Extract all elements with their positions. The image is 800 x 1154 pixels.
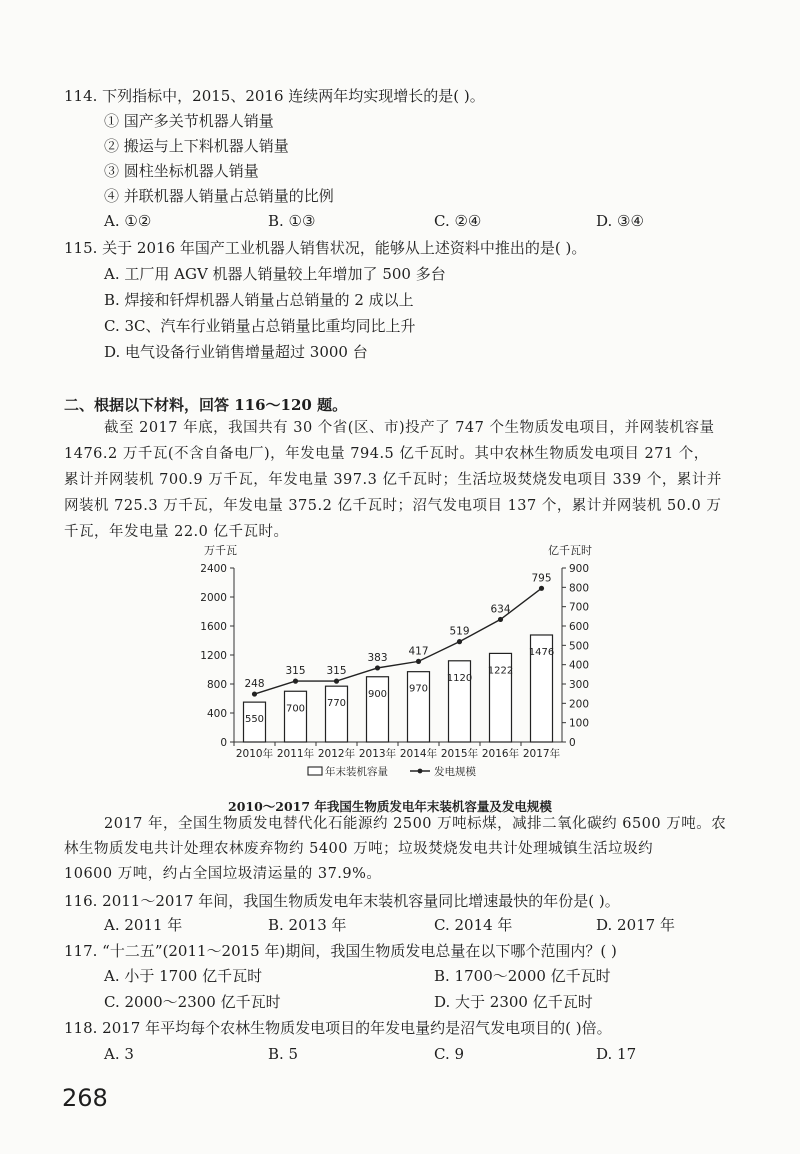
right-tick-label: 200 (569, 698, 590, 711)
left-tick-label: 0 (220, 737, 227, 749)
right-tick-label: 300 (569, 679, 590, 691)
x-tick-label: 2014年 (399, 748, 438, 760)
line-point (252, 691, 257, 696)
right-tick-label: 500 (569, 640, 590, 653)
left-tick-label: 2000 (200, 592, 227, 604)
material-paragraph-line: 2017 年，全国生物质发电替代化石能源约 2500 万吨标煤，减排二氧化碳约 6500 万吨。农 (104, 816, 727, 832)
material-paragraph-line: 10600 万吨，约占全国垃圾清运量的 37.9%。 (64, 866, 382, 882)
question-117-stem: 117. “十二五”(2011～2015 年)期间，我国生物质发电总量在以下哪个范围内？( ) (64, 942, 617, 960)
legend-bar-label: 年末装机容量 (325, 766, 388, 778)
question-115-stem: 115. 关于 2016 年国产工业机器人销售状况，能够从上述资料中推出的是( )。 (64, 239, 587, 257)
left-axis-label: 万千瓦 (204, 544, 237, 557)
bar-value-label: 1120 (446, 672, 473, 684)
right-tick-label: 900 (569, 563, 590, 575)
line-value-label: 315 (285, 665, 306, 678)
line-value-label: 795 (531, 572, 552, 585)
question-115-option-b: B. 焊接和钎焊机器人销量占总销量的 2 成以上 (104, 291, 414, 309)
right-tick-label: 800 (569, 582, 590, 595)
line-point (498, 617, 503, 622)
right-axis-label: 亿千瓦时 (548, 544, 592, 557)
question-117-option-b: B. 1700～2000 亿千瓦时 (434, 967, 611, 985)
bar-value-label: 1222 (487, 665, 514, 677)
question-118-stem: 118. 2017 年平均每个农林生物质发电项目的年发电量约是沼气发电项目的( )倍。 (64, 1019, 612, 1037)
question-115-option-c: C. 3C、汽车行业销量占总销量比重均同比上升 (104, 317, 416, 335)
question-114-option-a: A. ①② (104, 212, 152, 230)
left-tick-label: 400 (206, 708, 227, 720)
question-116-option-d: D. 2017 年 (596, 916, 675, 934)
x-tick-label: 2015年 (440, 748, 479, 760)
line-value-label: 383 (367, 651, 388, 664)
line-point (293, 679, 298, 684)
question-114-stem: 114. 下列指标中，2015、2016 连续两年均实现增长的是( )。 (64, 87, 485, 105)
left-tick-label: 1200 (200, 650, 227, 662)
right-tick-label: 100 (569, 717, 590, 730)
right-tick-label: 400 (569, 659, 590, 672)
right-tick-label: 0 (569, 737, 576, 749)
page-number: 268 (62, 1084, 108, 1112)
bar (367, 677, 389, 742)
line-value-label: 417 (408, 645, 429, 658)
bar (408, 672, 430, 742)
question-118-option-d: D. 17 (596, 1045, 637, 1063)
question-116-option-a: A. 2011 年 (104, 916, 183, 934)
line-value-label: 315 (326, 665, 347, 678)
left-tick-label: 800 (206, 679, 227, 691)
bar-value-label: 550 (244, 714, 265, 726)
question-114-option-b: B. ①③ (268, 212, 316, 230)
question-114-option-c: C. ②④ (434, 212, 482, 230)
left-tick-label: 1600 (200, 621, 227, 633)
question-114-item: ③ 圆柱坐标机器人销量 (104, 162, 259, 180)
bar-value-label: 700 (285, 703, 306, 715)
question-118-option-b: B. 5 (268, 1045, 299, 1063)
question-116-stem: 116. 2011～2017 年间，我国生物质发电年末装机容量同比增速最快的年份是( )。 (64, 892, 620, 910)
left-tick-label: 2400 (200, 563, 227, 575)
legend-line-label: 发电规模 (434, 766, 476, 778)
line-value-label: 634 (490, 603, 511, 616)
chart-caption: 2010～2017 年我国生物质发电年末装机容量及发电规模 (228, 799, 552, 814)
question-117-option-c: C. 2000～2300 亿千瓦时 (104, 993, 281, 1011)
bar-value-label: 970 (408, 683, 429, 695)
question-115-option-a: A. 工厂用 AGV 机器人销量较上年增加了 500 多台 (104, 265, 446, 283)
question-116-option-b: B. 2013 年 (268, 916, 347, 934)
question-118-option-a: A. 3 (104, 1045, 134, 1063)
legend-line-marker (418, 769, 423, 774)
material-paragraph-line: 截至 2017 年底，我国共有 30 个省(区、市)投产了 747 个生物质发电项目，并网装机容量 (104, 420, 715, 436)
line-value-label: 519 (449, 625, 470, 638)
bar-line-chart (0, 540, 800, 795)
line-point (457, 639, 462, 644)
material-paragraph-line: 林生物质发电共计处理农林废弃物约 5400 万吨；垃圾焚烧发电共计处理城镇生活垃圾约 (64, 841, 654, 857)
question-117-option-a: A. 小于 1700 亿千瓦时 (104, 967, 263, 985)
material-paragraph-line: 1476.2 万千瓦(不含自备电厂)，年发电量 794.5 亿千瓦时。其中农林生物质发电项目 271 个， (64, 446, 709, 462)
material-paragraph-line: 网装机 725.3 万千瓦，年发电量 375.2 亿千瓦时；沼气发电项目 137 个，累计并网装机 50.0 万 (64, 498, 722, 514)
x-tick-label: 2010年 (235, 748, 274, 760)
question-116-option-c: C. 2014 年 (434, 916, 513, 934)
line-point (375, 665, 380, 670)
bar-value-label: 1476 (528, 646, 555, 658)
x-tick-label: 2012年 (317, 748, 356, 760)
x-tick-label: 2016年 (481, 748, 520, 760)
line-value-label: 248 (244, 678, 265, 691)
line-point (334, 679, 339, 684)
line-point (416, 659, 421, 664)
bar (285, 691, 307, 742)
right-tick-label: 700 (569, 601, 590, 614)
question-117-option-d: D. 大于 2300 亿千瓦时 (434, 993, 593, 1011)
legend-bar-swatch (308, 767, 322, 775)
right-tick-label: 600 (569, 621, 590, 633)
bar (326, 686, 348, 742)
x-tick-label: 2013年 (358, 748, 397, 760)
question-114-option-d: D. ③④ (596, 212, 644, 230)
question-115-option-d: D. 电气设备行业销售增量超过 3000 台 (104, 343, 368, 361)
question-114-item: ④ 并联机器人销量占总销量的比例 (104, 187, 334, 205)
question-114-item: ② 搬运与上下料机器人销量 (104, 137, 289, 155)
x-tick-label: 2011年 (276, 748, 315, 760)
material-paragraph-line: 累计并网装机 700.9 万千瓦，年发电量 397.3 亿千瓦时；生活垃圾焚烧发电项目 339 个，累计并 (64, 472, 722, 488)
x-tick-label: 2017年 (522, 748, 561, 760)
section-heading: 二、根据以下材料，回答 116～120 题。 (64, 396, 348, 414)
question-114-item: ① 国产多关节机器人销量 (104, 112, 274, 130)
line-point (539, 586, 544, 591)
material-paragraph-line: 千瓦，年发电量 22.0 亿千瓦时。 (64, 524, 289, 540)
bar-value-label: 770 (326, 698, 347, 710)
bar-value-label: 900 (367, 688, 388, 700)
question-118-option-c: C. 9 (434, 1045, 465, 1063)
